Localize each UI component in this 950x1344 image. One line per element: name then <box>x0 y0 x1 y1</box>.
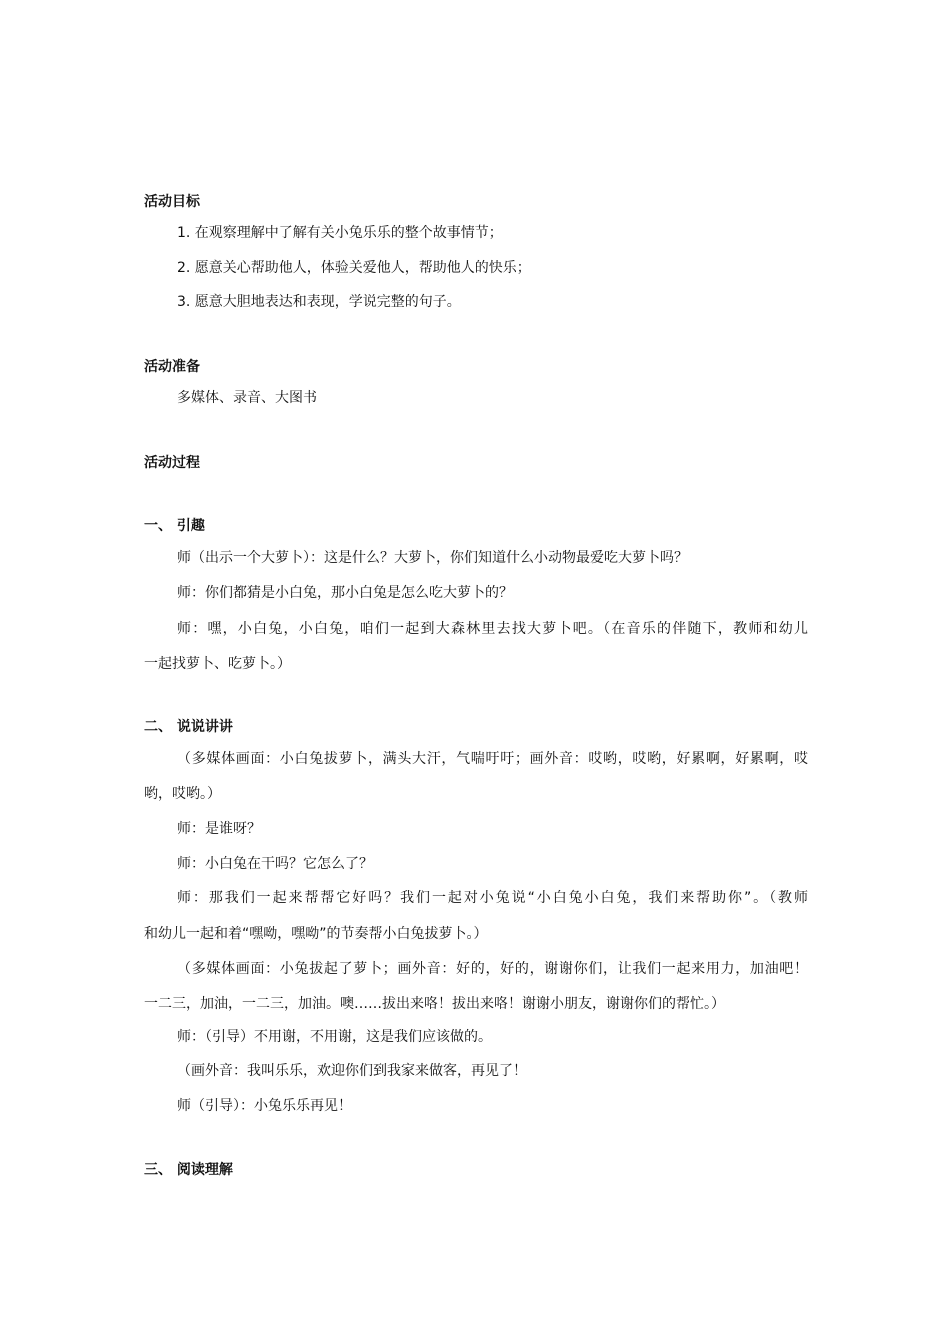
goal-item-2: 2. 愿意关心帮助他人，体验关爱他人，帮助他人的快乐； <box>177 260 531 276</box>
section1-line-2: 师：你们都猜是小白兔，那小白兔是怎么吃大萝卜的？ <box>177 585 513 601</box>
section1-line-3: 师：嘿，小白兔，小白兔，咱们一起到大森林里去找大萝卜吧。（在音乐的伴随下，教师和幼儿 <box>177 621 808 637</box>
section2-line-1: （多媒体画面：小白兔拔萝卜，满头大汗，气喘吁吁；画外音：哎哟，哎哟，好累啊，好累啊，哎 <box>177 751 808 767</box>
section2-line-3: 师：是谁呀？ <box>177 821 261 837</box>
goals-heading: 活动目标 <box>144 194 200 210</box>
process-heading: 活动过程 <box>144 455 200 471</box>
goal-item-3: 3. 愿意大胆地表达和表现，学说完整的句子。 <box>177 294 461 310</box>
section2-line-2: 哟，哎哟。） <box>144 786 221 802</box>
section1-line-4: 一起找萝卜、吃萝卜。） <box>144 656 291 672</box>
section2-line-7: （多媒体画面：小兔拔起了萝卜；画外音：好的，好的，谢谢你们，让我们一起来用力，加油吧！ <box>177 961 808 977</box>
section2-line-9: 师：（引导）不用谢，不用谢，这是我们应该做的。 <box>177 1029 492 1045</box>
section2-line-6: 和幼儿一起和着“嘿呦，嘿呦”的节奏帮小白兔拔萝卜。） <box>144 926 488 942</box>
section3-heading: 三、 阅读理解 <box>144 1162 233 1178</box>
section1-heading: 一、 引趣 <box>144 518 205 534</box>
goal-item-1: 1. 在观察理解中了解有关小兔乐乐的整个故事情节； <box>177 225 503 241</box>
section2-line-8: 一二三，加油，一二三，加油。噢……拔出来咯！拔出来咯！谢谢小朋友，谢谢你们的帮忙。） <box>144 996 725 1012</box>
section2-line-5: 师：那我们一起来帮帮它好吗？我们一起对小兔说“小白兔小白兔，我们来帮助你”。（教师 <box>177 890 808 906</box>
prep-heading: 活动准备 <box>144 359 200 375</box>
section2-line-10: （画外音：我叫乐乐，欢迎你们到我家来做客，再见了！ <box>177 1063 527 1079</box>
prep-text: 多媒体、录音、大图书 <box>177 390 317 406</box>
section2-line-11: 师（引导）：小兔乐乐再见！ <box>177 1098 352 1114</box>
section2-line-4: 师：小白兔在干吗？它怎么了？ <box>177 856 373 872</box>
section1-line-1: 师（出示一个大萝卜）：这是什么？大萝卜，你们知道什么小动物最爱吃大萝卜吗？ <box>177 550 688 566</box>
section2-heading: 二、 说说讲讲 <box>144 719 233 735</box>
